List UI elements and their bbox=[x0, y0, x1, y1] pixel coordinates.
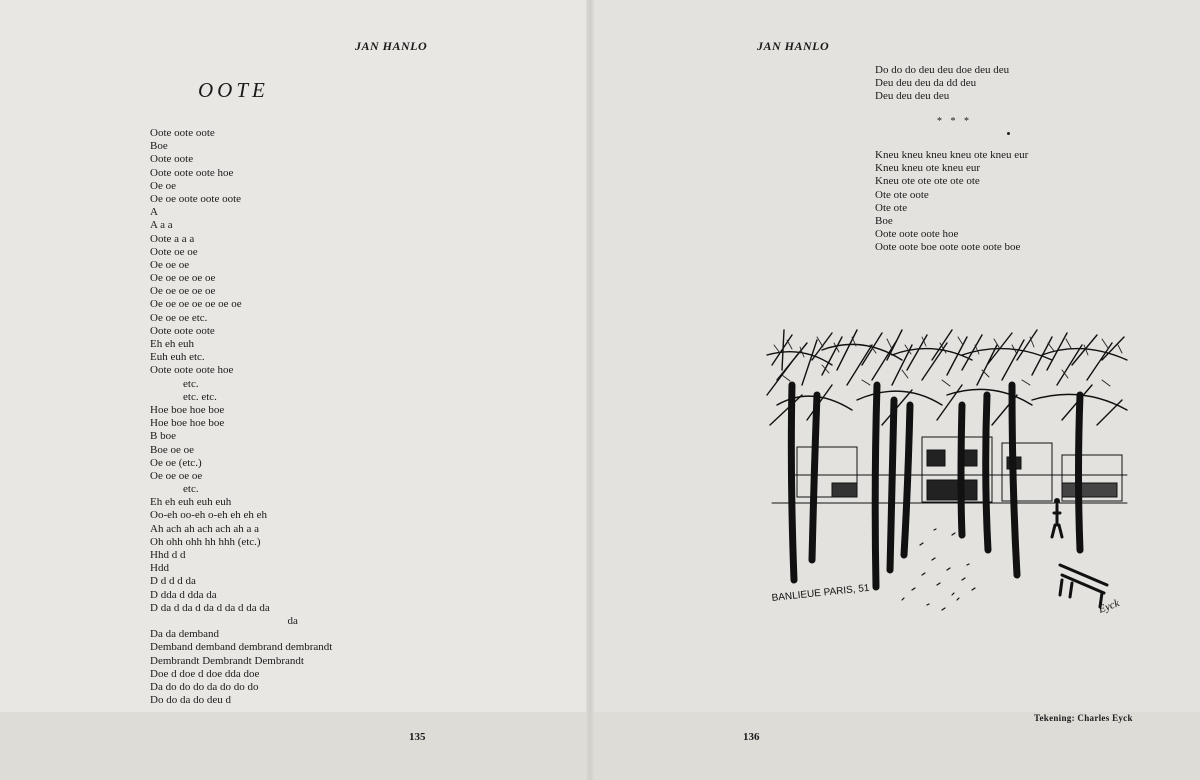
poem-line: etc. etc. bbox=[150, 390, 217, 403]
poem-line: Oote oote boe oote oote oote boe bbox=[875, 241, 1021, 254]
poem-line: Deu deu deu da dd deu bbox=[875, 77, 977, 90]
poem-line: Boe oe oe bbox=[150, 443, 194, 456]
poem-line: Oe oe oe oe oe bbox=[150, 272, 216, 285]
poem-title: OOTE bbox=[198, 78, 269, 102]
illustration-credit: Tekening: Charles Eyck bbox=[1034, 713, 1133, 723]
poem-line: Oote oe oe bbox=[150, 245, 198, 258]
poem-line: Boe bbox=[875, 214, 893, 227]
poem-line: A bbox=[150, 206, 158, 219]
poem-line: Do do do deu deu doe deu deu bbox=[875, 64, 1010, 76]
poem-line: Ote ote bbox=[875, 201, 908, 214]
poem-line: A a a bbox=[150, 219, 173, 232]
poem-line: Da do do do da do do do bbox=[150, 680, 259, 693]
poem-line: Da da demband bbox=[150, 628, 220, 641]
poem-line: Dembrandt Dembrandt Dembrandt bbox=[150, 654, 304, 667]
poem-line: Oe oe oe oe oe bbox=[150, 285, 216, 298]
poem-line: Eh eh euh euh euh bbox=[150, 496, 232, 509]
poem-line: Oote oote bbox=[150, 153, 194, 166]
poem-line: etc. bbox=[150, 377, 199, 390]
building-outline bbox=[772, 437, 1127, 503]
poem-line: Hhd d d bbox=[150, 549, 186, 561]
poem-line: Oh ohh ohh hh hhh (etc.) bbox=[150, 535, 261, 548]
tree-lined-park-drawing bbox=[762, 325, 1137, 620]
poem-line: Kneu kneu kneu kneu ote kneu eur bbox=[875, 149, 1029, 161]
stanza-separator: * * * bbox=[937, 116, 972, 127]
park-bench bbox=[1060, 565, 1107, 607]
left-running-head: JAN HANLO bbox=[355, 39, 428, 53]
poem-line: Oo-eh oo-eh o-eh eh eh eh bbox=[150, 509, 267, 522]
poem-line: Oote oote oote bbox=[150, 127, 215, 139]
poem-line: Euh euh etc. bbox=[150, 351, 205, 364]
poem-line: B boe bbox=[150, 430, 176, 443]
poem-line: Ote ote oote bbox=[875, 188, 929, 201]
poem-line: Hoe boe hoe boe bbox=[150, 417, 225, 430]
poem-line: Oote oote oote bbox=[150, 324, 215, 337]
poem-line: D dda d dda da bbox=[150, 588, 217, 601]
snow-path-marks bbox=[902, 529, 975, 610]
book-gutter bbox=[586, 0, 594, 780]
poem-line: Oote a a a bbox=[150, 232, 195, 245]
poem-line: Boe bbox=[150, 140, 168, 153]
poem-line: D da d da d da d da d da da bbox=[150, 601, 270, 614]
poem-line: Oe oe oe oe bbox=[150, 469, 203, 482]
right-page-number: 136 bbox=[743, 731, 760, 743]
poem-line: Oe oe oe etc. bbox=[150, 311, 208, 324]
poem-line: Oe oe oe oe oe oe oe bbox=[150, 298, 242, 311]
poem-line: Oe oe bbox=[150, 179, 176, 192]
poem-line: Oe oe (etc.) bbox=[150, 456, 202, 469]
poem-line: Kneu ote ote ote ote ote bbox=[875, 175, 980, 188]
walking-figure bbox=[1052, 505, 1062, 537]
ink-speck bbox=[1007, 132, 1010, 135]
poem-line: Oe oe oe bbox=[150, 258, 190, 271]
drawing-caption: BANLIEUE PARIS, 51 bbox=[771, 582, 870, 604]
left-page-number: 135 bbox=[409, 731, 426, 743]
poem-line: Hdd bbox=[150, 562, 169, 575]
page-bottom-shading bbox=[0, 712, 1200, 780]
poem-line: Oote oote oote hoe bbox=[150, 364, 234, 377]
left-poem-body bbox=[150, 127, 332, 707]
poem-line: Oote oote oote hoe bbox=[875, 228, 959, 241]
poem-line: Demband demband dembrand dembrandt bbox=[150, 641, 333, 654]
right-stanza-1 bbox=[875, 64, 1009, 104]
poem-line: D d d d da bbox=[150, 575, 196, 588]
poem-line: Hoe boe hoe boe bbox=[150, 403, 225, 416]
poem-line: da bbox=[150, 614, 298, 627]
poem-line: Do do da do deu d bbox=[150, 694, 231, 707]
artist-signature: Eyck bbox=[1096, 597, 1122, 616]
poem-line: Oote oote oote hoe bbox=[150, 166, 234, 179]
poem-line: Doe d doe d doe dda doe bbox=[150, 667, 260, 680]
poem-line: Ah ach ah ach ach ah a a bbox=[150, 522, 260, 535]
right-stanza-2 bbox=[875, 149, 1028, 255]
right-running-head: JAN HANLO bbox=[757, 39, 830, 53]
poem-line: etc. bbox=[150, 483, 199, 496]
poem-line: Kneu kneu ote kneu eur bbox=[875, 162, 981, 175]
poem-line: Oe oe oote oote oote bbox=[150, 192, 242, 205]
poem-line: Deu deu deu deu bbox=[875, 90, 950, 103]
poem-line: Eh eh euh bbox=[150, 338, 194, 350]
